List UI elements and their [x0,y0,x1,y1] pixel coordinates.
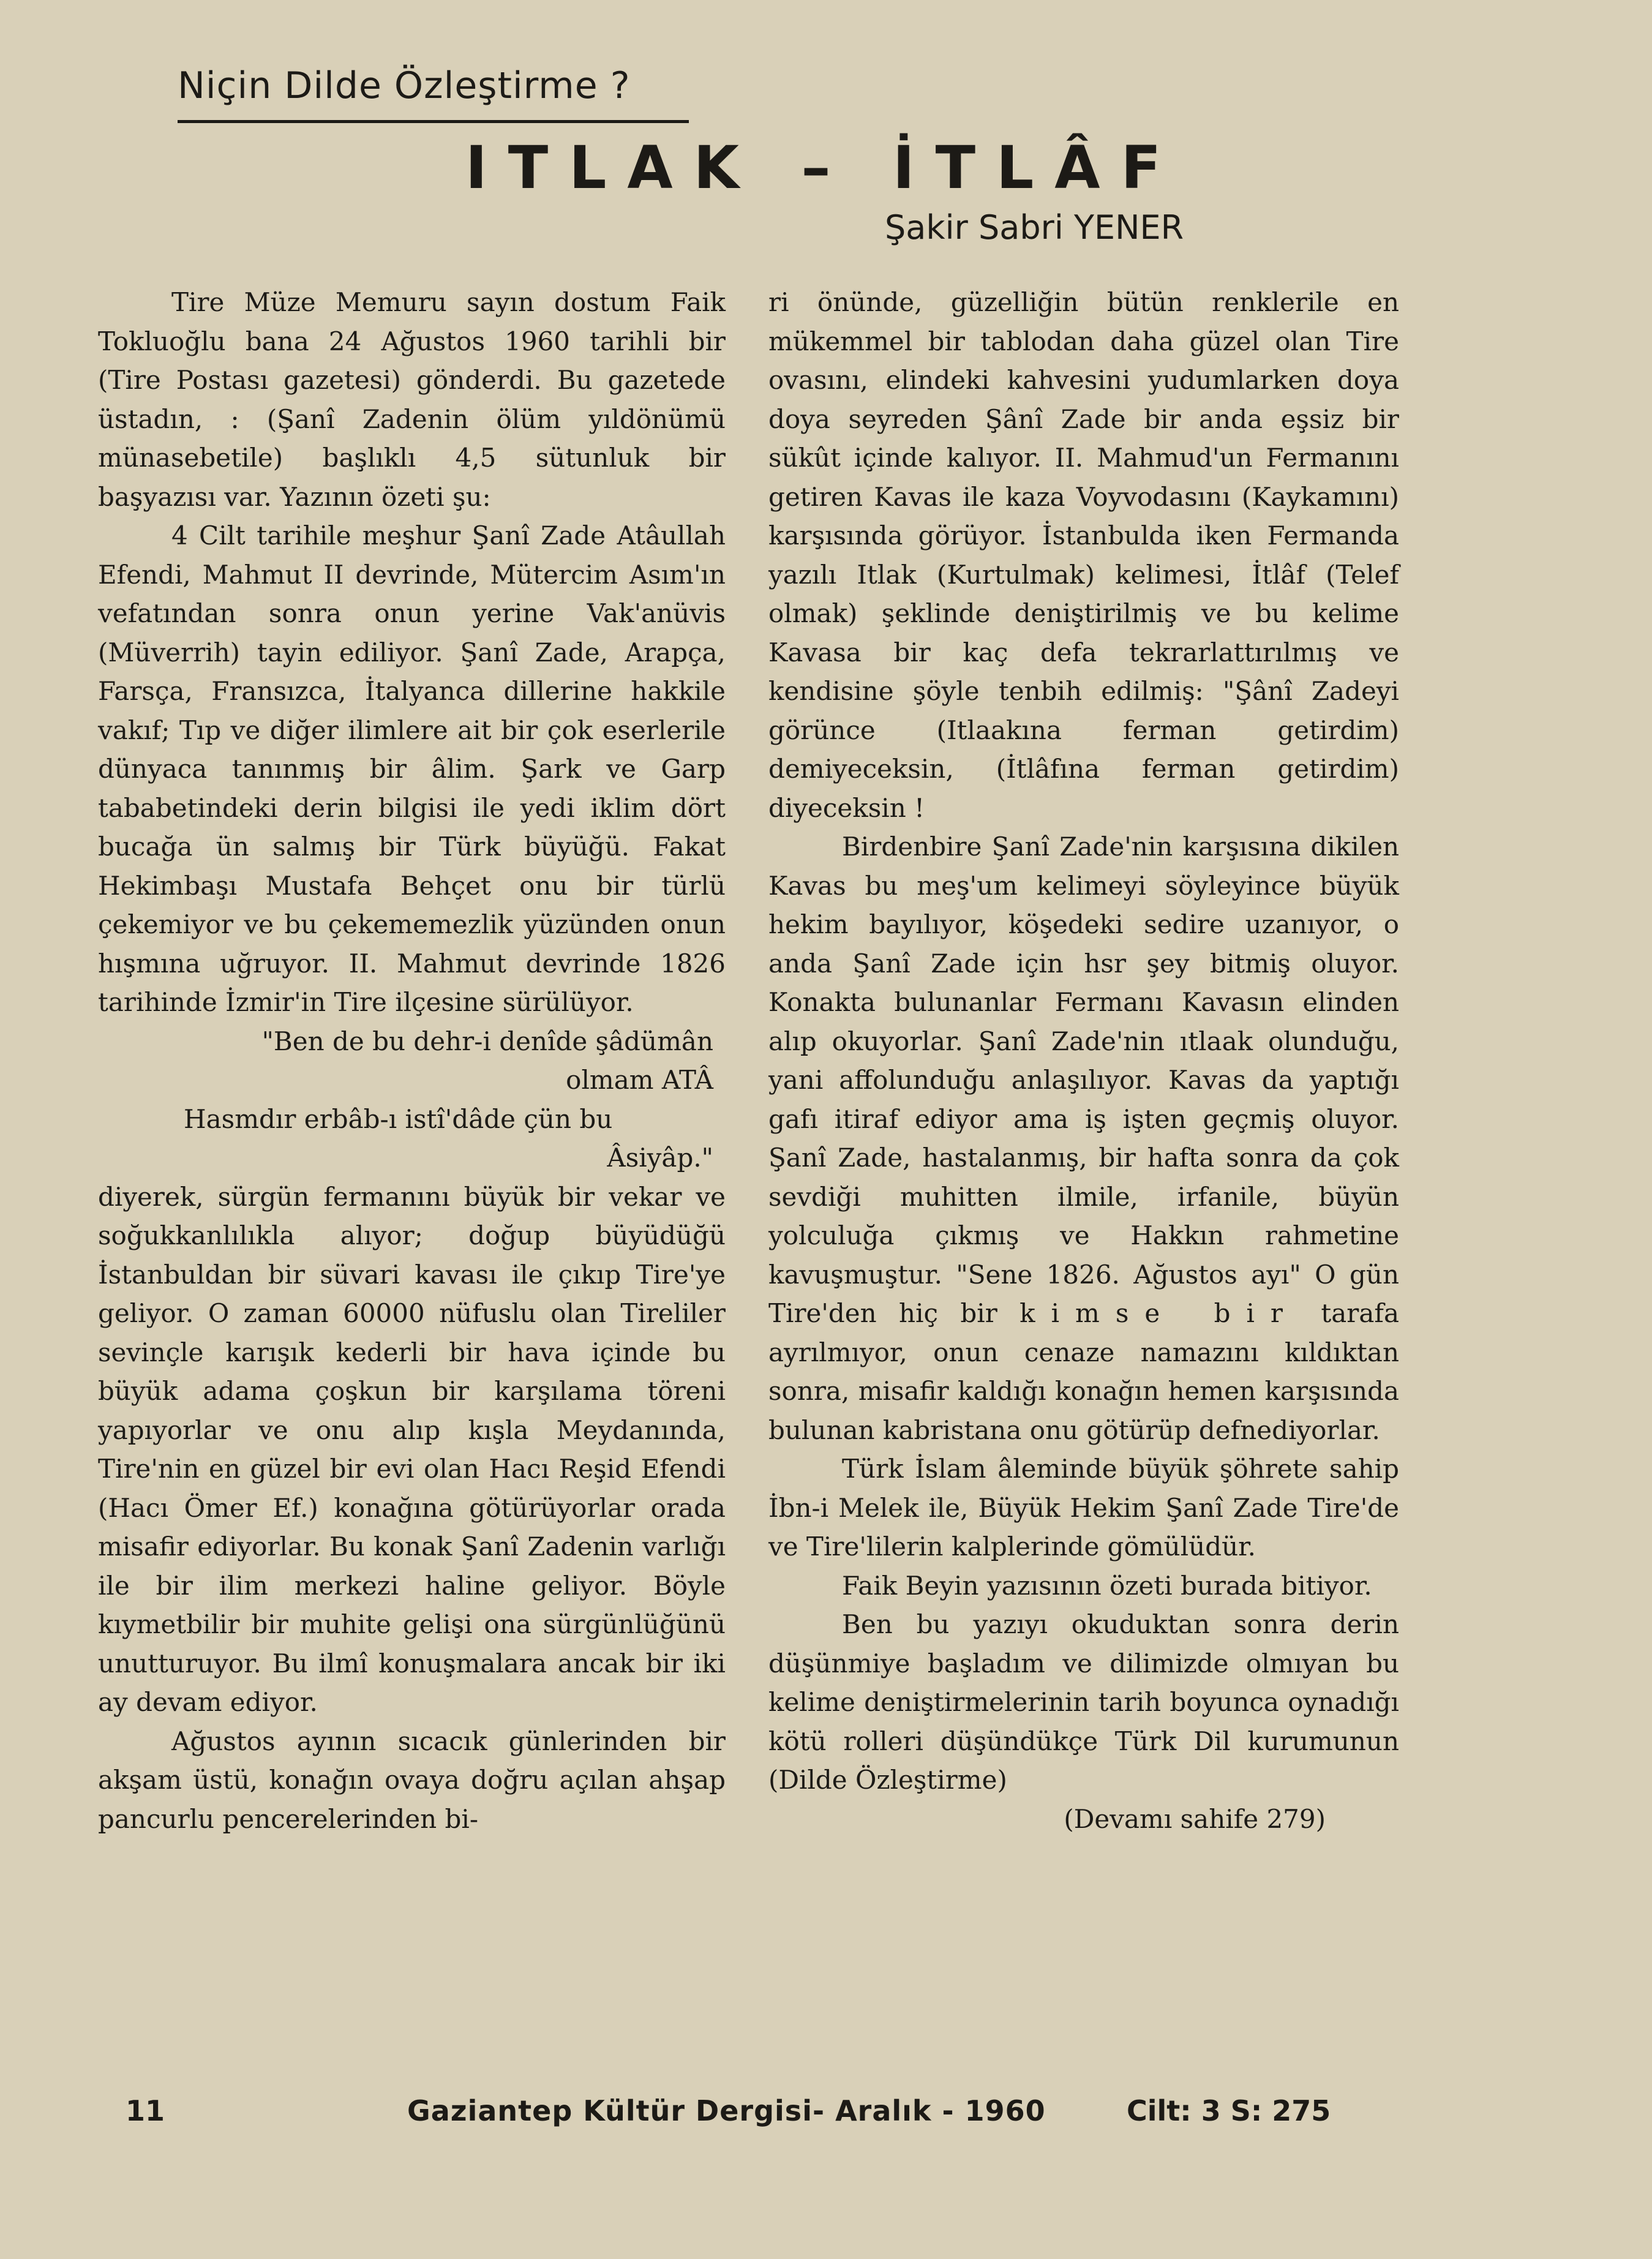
article-title: ITLAK – İTLÂF [465,133,1182,202]
page-number: 11 [126,2094,165,2127]
volume-issue: Cilt: 3 S: 275 [1127,2094,1331,2127]
paragraph: 4 Cilt tarihile meşhur Şanî Zade Atâullah Efendi, Mahmut II devrinde, Mütercim Asım'ın vefatından sonra onun yerine Vak'anüvis (Müverrih) tayin ediliyor. Şanî Zade, Arapça, Farsça, Fransızca, İtalyanca dillerine hakkile vakıf; Tıp ve diğer ilimlere ait bir çok eserlerile dünyaca tanınmış bir âlim. Şark ve Garp tababetindeki derin bilgisi ile yedi iklim dört bucağa ün salmış bir Türk büyüğü. Fakat Hekimbaşı Mustafa Behçet onu bir türlü çekemiyor ve bu çekememezlik yüzünden onun hışmına uğruyor. II. Mahmut devrinde 1826 tarihinde İzmir'in Tire ilçesine sürülüyor. [98,521,726,1017]
left-column [98,283,726,1838]
author-name: Şakir Sabri YENER [885,208,1184,247]
series-title: Niçin Dilde Özleştirme ? [178,64,631,107]
poem-line: Âsiyâp." [607,1143,713,1173]
paragraph: Ağustos ayının sıcacık günlerinden bir akşam üstü, konağın ovaya doğru açılan ahşap pancurlu pencerelerinden bi- [98,1726,726,1834]
paragraph: Faik Beyin yazısının özeti burada bitiyor. [842,1570,1372,1601]
paragraph: Türk İslam âleminde büyük şöhrete sahip İbn-i Melek ile, Büyük Hekim Şanî Zade Tire'de ve Tire'lilerin kalplerinde gömülüdür. [768,1454,1399,1562]
paragraph: Ben bu yazıyı okuduktan sonra derin düşünmiye başladım ve dilimizde olmıyan bu kelime deniştirmelerinin tarih boyunca oynadığı kötü rolleri düşündükçe Türk Dil kurumunun (Dilde Özleştirme) [768,1609,1399,1795]
paragraph: diyerek, sürgün fermanını büyük bir vekar ve soğukkanlılıkla alıyor; doğup büyüdüğü İstanbuldan bir süvari kavası ile çıkıp Tire'ye geliyor. O zaman 60000 nüfuslu olan Tireliler sevinçle karışık kederli bir hava içinde bu büyük adama çoşkun bir karşılama töreni yapıyorlar ve onu alıp kışla Meydanında, Tire'nin en güzel bir evi olan Hacı Reşid Efendi (Hacı Ömer Ef.) konağına götürüyorlar orada misafir ediyorlar. Bu konak Şanî Zadenin varlığı ile bir ilim merkezi haline geliyor. Böyle kıymetbilir bir muhite gelişi ona sürgünlüğünü unutturuyor. Bu ilmî konuşmalara ancak bir iki ay devam ediyor. [98,1181,726,1717]
poem-line: Hasmdır erbâb-ı istî'dâde çün bu [184,1103,613,1134]
magazine-name: Gaziantep Kültür Dergisi- Aralık - 1960 [407,2094,1046,2127]
paragraph [768,827,1399,1449]
right-column [768,283,1399,1838]
paragraph-text: tarafa ayrılmıyor, onun cenaze namazını kıldıktan sonra, misafir kaldığı konağın hemen karşısında bulunan kabristana onu götürüp defnediyorlar. [768,1298,1399,1445]
poem-quote [98,1022,726,1178]
paragraph-text: Birdenbire Şanî Zade'nin karşısına dikilen Kavas bu meş'um kelimeyi söyleyince büyük hekim bayılıyor, köşedeki sedire uzanıyor, o anda Şanî Zade için hsr şey bitmiş oluyor. Konakta bulunanlar Fermanı Kavasın elinden alıp okuyorlar. Şanî Zade'nin ıtlaak olunduğu, yani affolunduğu anlaşılıyor. Kavas da yaptığı gafı itiraf ediyor ama iş işten geçmiş oluyor. Şanî Zade, hastalanmış, bir hafta sonra da çok sevdiği muhitten ilmile, irfanile, büyün yolculuğa çıkmış ve Hakkın rahmetine kavuşmuştur. "Sene 1826. Ağustos ayı" O gün Tire'den hiç bir [768,832,1399,1328]
spaced-emphasis: kimse bir [1019,1298,1299,1328]
poem-line: "Ben de bu dehr-i denîde şâdümân [261,1026,713,1056]
continued-note: (Devamı sahife 279) [1064,1803,1326,1834]
paragraph: ri önünde, güzelliğin bütün renklerile en mükemmel bir tablodan daha güzel olan Tire ovasını, elindeki kahvesini yudumlarken doya doya seyreden Şânî Zade bir anda eşsiz bir sükût içinde kalıyor. II. Mahmud'un Fermanını getiren Kavas ile kaza Voyvodasını (Kaykamını) karşısında görüyor. İstanbulda iken Fermanda yazılı Itlak (Kurtulmak) kelimesi, İtlâf (Telef olmak) şeklinde deniştirilmiş ve bu kelime Kavasa bir kaç defa tekrarlattırılmış ve kendisine şöyle tenbih edilmiş: "Şânî Zadeyi görünce (Itlaakına ferman getirdim) demiyeceksin, (İtlâfına ferman getirdim) diyeceksin ! [768,287,1399,823]
poem-line: olmam ATÂ [566,1065,713,1095]
paragraph: Tire Müze Memuru sayın dostum Faik Tokluoğlu bana 24 Ağustos 1960 tarihli bir (Tire Postası gazetesi) gönderdi. Bu gazetede üstadın, : (Şanî Zadenin ölüm yıldönümü münasebetile) başlıklı 4,5 sütunluk bir başyazısı var. Yazının özeti şu: [98,287,726,512]
series-title-underline [178,120,689,123]
